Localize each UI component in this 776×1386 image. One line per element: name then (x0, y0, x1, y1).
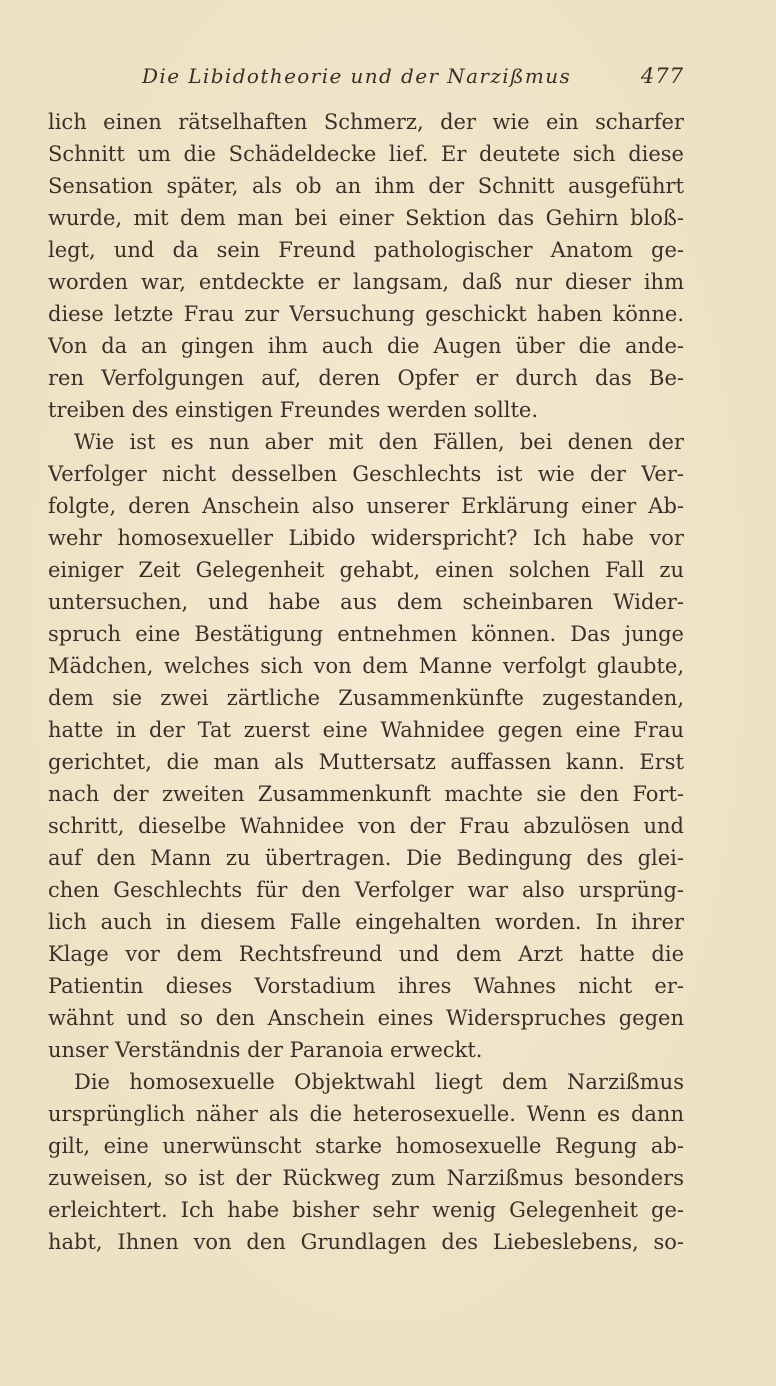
body-text (48, 106, 684, 1258)
text-line: ren Verfolgungen auf, deren Opfer er durch das Be- (48, 366, 684, 390)
text-line: lich auch in diesem Falle eingehalten worden. In ihrer (48, 910, 684, 934)
page-number: 477 (640, 64, 684, 88)
text-line: einiger Zeit Gelegenheit gehabt, einen solchen Fall zu (48, 558, 684, 582)
text-line: Patientin dieses Vorstadium ihres Wahnes nicht er- (48, 974, 684, 998)
text-line: zuweisen, so ist der Rückweg zum Narzißmus besonders (48, 1166, 684, 1190)
text-line: wähnt und so den Anschein eines Widerspruches gegen (48, 1006, 684, 1030)
paragraph-first-line: Wie ist es nun aber mit den Fällen, bei denen der (74, 430, 684, 454)
text-line: untersuchen, und habe aus dem scheinbaren Wider- (48, 590, 684, 614)
text-line: diese letzte Frau zur Versuchung geschickt haben könne. (48, 302, 684, 326)
text-line: ursprünglich näher als die heterosexuelle. Wenn es dann (48, 1102, 684, 1126)
running-title: Die Libidotheorie und der Narzißmus (142, 64, 572, 88)
text-line: folgte, deren Anschein also unserer Erklärung einer Ab- (48, 494, 684, 518)
text-line: gerichtet, die man als Muttersatz auffassen kann. Erst (48, 750, 684, 774)
text-line: unser Verständnis der Paranoia erweckt. (48, 1038, 483, 1062)
text-line: habt, Ihnen von den Grundlagen des Liebeslebens, so- (48, 1230, 684, 1254)
text-line: Schnitt um die Schädeldecke lief. Er deutete sich diese (48, 142, 684, 166)
text-line: spruch eine Bestätigung entnehmen können. Das junge (48, 622, 684, 646)
text-line: erleichtert. Ich habe bisher sehr wenig Gelegenheit ge- (48, 1198, 684, 1222)
page-header (48, 64, 684, 94)
text-line: Verfolger nicht desselben Geschlechts ist wie der Ver- (48, 462, 684, 486)
text-line: Sensation später, als ob an ihm der Schnitt ausgeführt (48, 174, 684, 198)
text-line: schritt, dieselbe Wahnidee von der Frau abzulösen und (48, 814, 684, 838)
text-line: hatte in der Tat zuerst eine Wahnidee gegen eine Frau (48, 718, 684, 742)
text-line: gilt, eine unerwünscht starke homosexuelle Regung ab- (48, 1134, 684, 1158)
text-line: auf den Mann zu übertragen. Die Bedingung des glei- (48, 846, 684, 870)
text-line: worden war, entdeckte er langsam, daß nur dieser ihm (48, 270, 684, 294)
text-line: Mädchen, welches sich von dem Manne verfolgt glaubte, (48, 654, 684, 678)
text-line: Von da an gingen ihm auch die Augen über die ande- (48, 334, 684, 358)
text-line: nach der zweiten Zusammenkunft machte sie den Fort- (48, 782, 684, 806)
text-line: lich einen rätselhaften Schmerz, der wie ein scharfer (48, 110, 684, 134)
text-line: chen Geschlechts für den Verfolger war also ursprüng- (48, 878, 684, 902)
text-line: wurde, mit dem man bei einer Sektion das Gehirn bloß- (48, 206, 684, 230)
text-line: Klage vor dem Rechtsfreund und dem Arzt hatte die (48, 942, 684, 966)
paragraph-first-line: Die homosexuelle Objektwahl liegt dem Narzißmus (74, 1070, 684, 1094)
text-line: dem sie zwei zärtliche Zusammenkünfte zugestanden, (48, 686, 684, 710)
text-line: wehr homosexueller Libido widerspricht? Ich habe vor (48, 526, 684, 550)
text-line: treiben des einstigen Freundes werden sollte. (48, 398, 539, 422)
text-line: legt, und da sein Freund pathologischer Anatom ge- (48, 238, 684, 262)
